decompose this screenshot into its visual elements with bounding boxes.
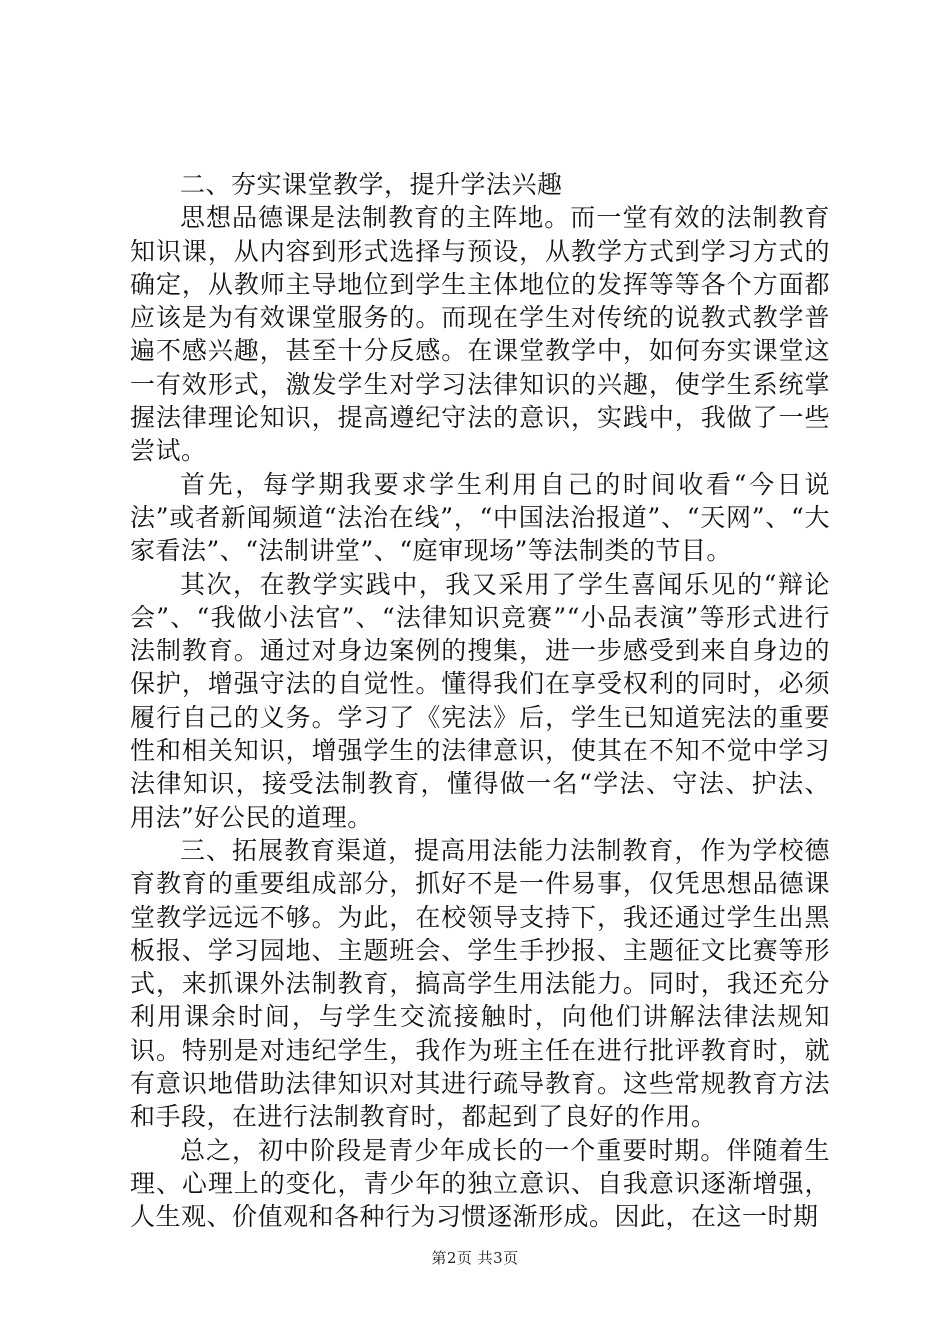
page-number-footer: 第2页 共3页 — [431, 1249, 519, 1267]
paragraph-first: 首先，每学期我要求学生利用自己的时间收看“今日说法”或者新闻频道“法治在线”，“中国法治报道”、“天网”、“大家看法”、“法制讲堂”、“庭审现场”等法制类的节目。 — [130, 469, 830, 566]
paragraph-intro: 思想品德课是法制教育的主阵地。而一堂有效的法制教育知识课，从内容到形式选择与预设，从教学方式到学习方式的确定，从教师主导地位到学生主体地位的发挥等等各个方面都应该是为有效课堂服务的。而现在学生对传统的说教式教学普遍不感兴趣，甚至十分反感。在课堂教学中，如何夯实课堂这一有效形式，激发学生对学习法律知识的兴趣，使学生系统掌握法律理论知识，提高遵纪守法的意识，实践中，我做了一些尝试。 — [130, 203, 830, 466]
document-body — [130, 168, 830, 1234]
paragraph-second: 其次，在教学实践中，我又采用了学生喜闻乐见的“辩论会”、“我做小法官”、“法律知识竞赛”“小品表演”等形式进行法制教育。通过对身边案例的搜集，进一步感受到来自身边的保护，增强守法的自觉性。懂得我们在享受权利的同时，必须履行自己的义务。学习了《宪法》后，学生已知道宪法的重要性和相关知识，增强学生的法律意识，使其在不知不觉中学习法律知识，接受法制教育，懂得做一名“学法、守法、护法、用法”好公民的道理。 — [130, 569, 830, 832]
paragraph-conclusion: 总之，初中阶段是青少年成长的一个重要时期。伴随着生理、心理上的变化，青少年的独立意识、自我意识逐渐增强，人生观、价值观和各种行为习惯逐渐形成。因此，在这一时期 — [130, 1135, 830, 1232]
section-heading-2: 二、夯实课堂教学，提升学法兴趣 — [180, 170, 563, 199]
paragraph-section-3: 三、拓展教育渠道，提高用法能力法制教育，作为学校德育教育的重要组成部分，抓好不是一件易事，仅凭思想品德课堂教学远远不够。为此，在校领导支持下，我还通过学生出黑板报、学习园地、主题班会、学生手抄报、主题征文比赛等形式，来抓课外法制教育，搞高学生用法能力。同时，我还充分利用课余时间，与学生交流接触时，向他们讲解法律法规知识。特别是对违纪学生，我作为班主任在进行批评教育时，就有意识地借助法律知识对其进行疏导教育。这些常规教育方法和手段，在进行法制教育时，都起到了良好的作用。 — [130, 835, 830, 1132]
